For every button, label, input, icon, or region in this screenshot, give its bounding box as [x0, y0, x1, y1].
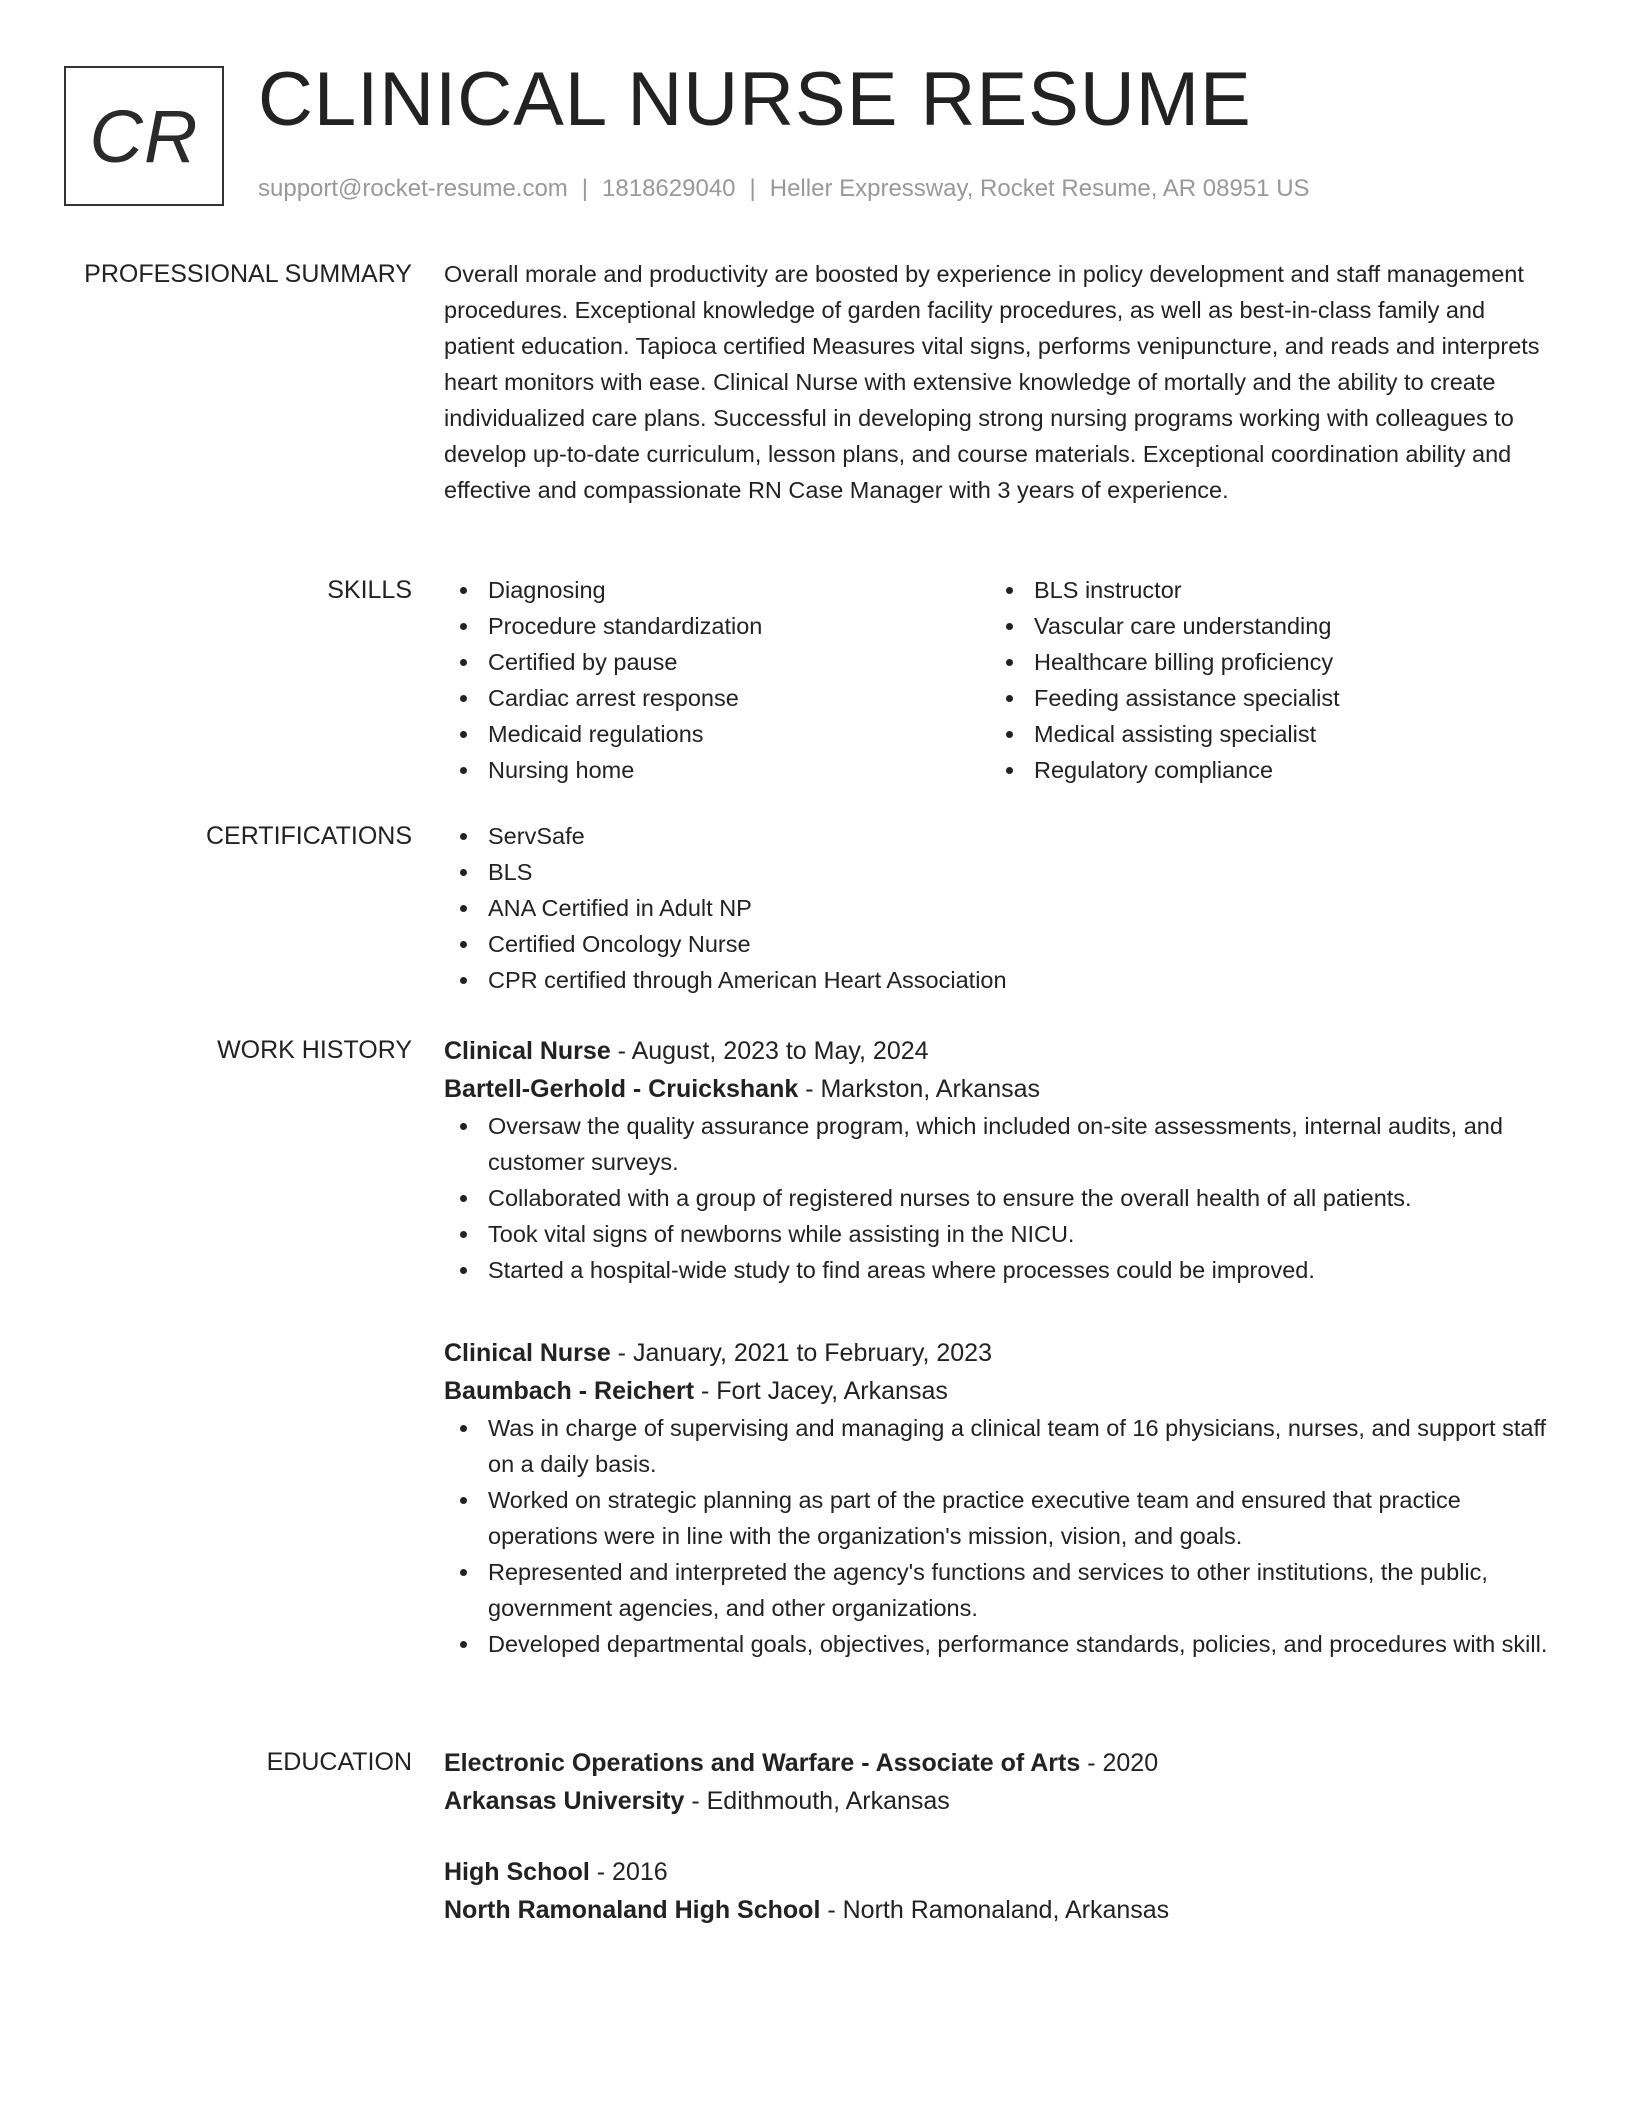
- contact-separator: |: [581, 175, 589, 202]
- section-label-work-history: WORK HISTORY: [217, 1036, 412, 1064]
- education-entry: [444, 1853, 1556, 1929]
- list-item: Feeding assistance specialist: [1034, 680, 1536, 716]
- job-title-line: [444, 1032, 1556, 1070]
- list-item: CPR certified through American Heart Association: [488, 962, 1556, 998]
- job-duties-list: [444, 1108, 1556, 1288]
- education-entry: [444, 1744, 1556, 1820]
- education-location: - Edithmouth, Arkansas: [684, 1787, 950, 1815]
- job-company: Baumbach - Reichert: [444, 1377, 695, 1405]
- summary-text: Overall morale and productivity are boosted by experience in policy development and staff management procedures. Exceptional knowledge of garden facility procedures, as well as best-in-class family and patient education. Tapioca certified Measures vital signs, performs venipuncture, and reads and interprets heart monitors with ease. Clinical Nurse with extensive knowledge of mortally and the ability to create individualized care plans. Successful in developing strong nursing programs working with colleagues to develop up-to-date curriculum, lesson plans, and course materials. Exceptional coordination ability and effective and compassionate RN Case Manager with 3 years of experience.: [444, 261, 1540, 503]
- certifications-body: [444, 818, 1556, 998]
- education-degree: Electronic Operations and Warfare - Associate of Arts: [444, 1749, 1081, 1777]
- section-label-certifications: CERTIFICATIONS: [205, 822, 412, 850]
- job-location: - Fort Jacey, Arkansas: [694, 1377, 948, 1405]
- education-school: North Ramonaland High School: [444, 1896, 821, 1924]
- list-item: Took vital signs of newborns while assisting in the NICU.: [488, 1216, 1556, 1252]
- list-item: Was in charge of supervising and managing a clinical team of 16 physicians, nurses, and support staff on a daily basis.: [488, 1410, 1556, 1482]
- list-item: Procedure standardization: [488, 608, 990, 644]
- education-school-line: [444, 1782, 1556, 1820]
- contact-separator: |: [749, 175, 756, 202]
- job-entry: [444, 1334, 1556, 1662]
- list-item: Certified by pause: [488, 644, 990, 680]
- education-degree-line: [444, 1744, 1556, 1782]
- section-label-skills: SKILLS: [327, 576, 412, 604]
- list-item: Cardiac arrest response: [488, 680, 990, 716]
- education-year: - 2020: [1080, 1749, 1159, 1777]
- contact-address: Heller Expressway, Rocket Resume, AR 08951 US: [769, 175, 1310, 202]
- list-item: ANA Certified in Adult NP: [488, 890, 1556, 926]
- job-company: Bartell-Gerhold - Cruickshank: [444, 1075, 799, 1103]
- list-item: Diagnosing: [488, 572, 990, 608]
- resume-title: CLINICAL NURSE RESUME: [258, 57, 1252, 142]
- list-item: Vascular care understanding: [1034, 608, 1536, 644]
- education-location: - North Ramonaland, Arkansas: [820, 1896, 1170, 1924]
- job-dates: - August, 2023 to May, 2024: [610, 1037, 929, 1065]
- job-location: - Markston, Arkansas: [798, 1075, 1040, 1103]
- list-item: BLS instructor: [1034, 572, 1536, 608]
- contact-email[interactable]: support@rocket-resume.com: [258, 175, 568, 202]
- skills-list-right: [990, 572, 1536, 788]
- skills-list-left: [444, 572, 990, 788]
- section-label-summary: PROFESSIONAL SUMMARY: [84, 260, 412, 288]
- skills-columns: [444, 572, 1556, 788]
- list-item: Oversaw the quality assurance program, which included on-site assessments, internal audits, and customer surveys.: [488, 1108, 1556, 1180]
- list-item: Started a hospital-wide study to find areas where processes could be improved.: [488, 1252, 1556, 1288]
- job-company-line: [444, 1070, 1556, 1108]
- education-degree-line: [444, 1853, 1556, 1891]
- job-duties-list: [444, 1410, 1556, 1662]
- list-item: BLS: [488, 854, 1556, 890]
- summary-body: [444, 256, 1556, 508]
- education-school: Arkansas University: [444, 1787, 685, 1815]
- education-year: - 2016: [589, 1858, 668, 1886]
- job-title: Clinical Nurse: [444, 1339, 611, 1367]
- list-item: Medical assisting specialist: [1034, 716, 1536, 752]
- list-item: ServSafe: [488, 818, 1556, 854]
- job-title: Clinical Nurse: [444, 1037, 611, 1065]
- job-dates: - January, 2021 to February, 2023: [610, 1339, 992, 1367]
- list-item: Represented and interpreted the agency's functions and services to other institutions, the public, government agencies, and other organizations.: [488, 1554, 1556, 1626]
- list-item: Regulatory compliance: [1034, 752, 1536, 788]
- list-item: Worked on strategic planning as part of the practice executive team and ensured that practice operations were in line with the organization's mission, vision, and goals.: [488, 1482, 1556, 1554]
- contact-phone[interactable]: 1818629040: [602, 175, 736, 202]
- education-degree: High School: [444, 1858, 590, 1886]
- job-title-line: [444, 1334, 1556, 1372]
- list-item: Collaborated with a group of registered nurses to ensure the overall health of all patients.: [488, 1180, 1556, 1216]
- skills-body: [444, 572, 1556, 788]
- list-item: Certified Oncology Nurse: [488, 926, 1556, 962]
- section-label-education: EDUCATION: [266, 1748, 412, 1776]
- job-company-line: [444, 1372, 1556, 1410]
- contact-line: [258, 172, 1310, 206]
- list-item: Medicaid regulations: [488, 716, 990, 752]
- list-item: Healthcare billing proficiency: [1034, 644, 1536, 680]
- certifications-list: [444, 818, 1556, 998]
- monogram-badge: CR: [64, 66, 224, 206]
- list-item: Nursing home: [488, 752, 990, 788]
- job-entry: [444, 1032, 1556, 1288]
- education-school-line: [444, 1891, 1556, 1929]
- list-item: Developed departmental goals, objectives, performance standards, policies, and procedures with skill.: [488, 1626, 1556, 1662]
